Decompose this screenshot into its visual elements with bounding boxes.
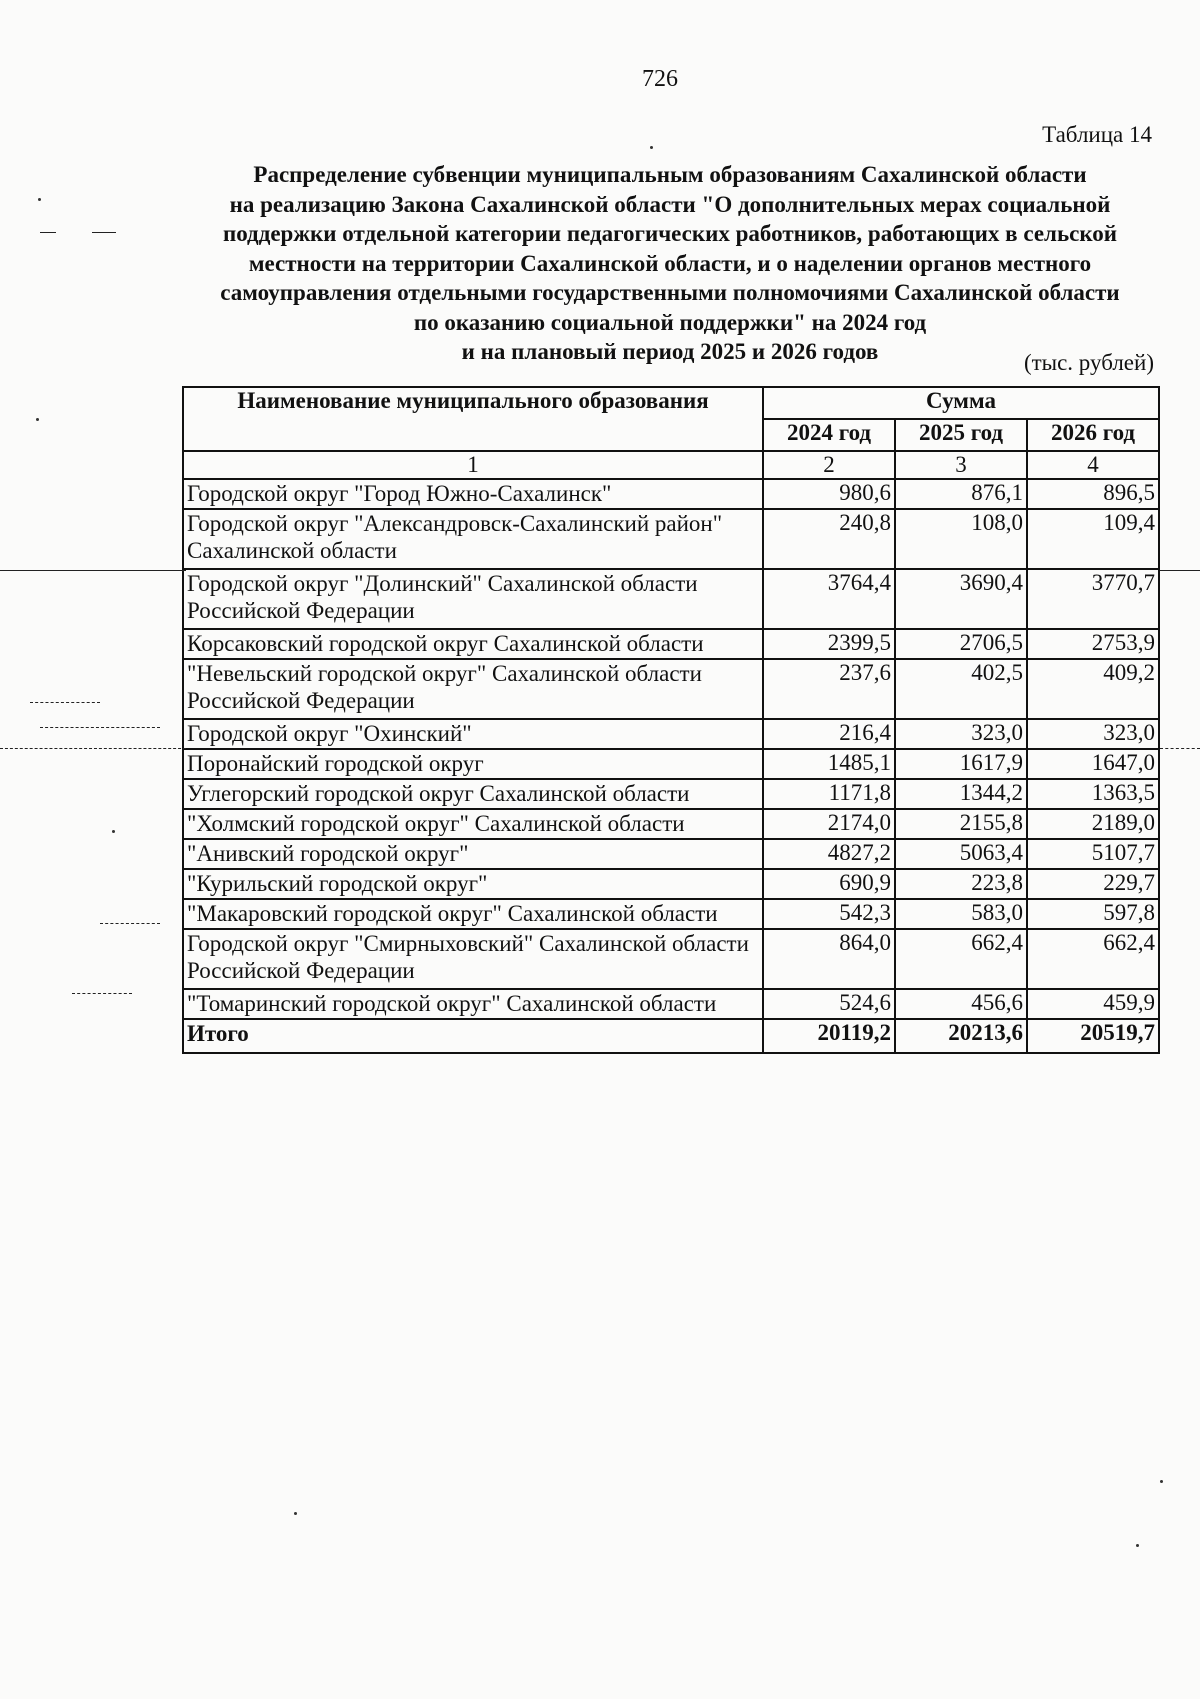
scan-artifact-line xyxy=(100,923,160,924)
units-label: (тыс. рублей) xyxy=(1023,350,1154,375)
table-row xyxy=(183,989,1159,1019)
municipality-name: Городской округ "Смирныховский" Сахалинской области Российской Федерации xyxy=(183,929,763,989)
value-2026: 1363,5 xyxy=(1027,779,1159,809)
header-sum: Сумма xyxy=(763,387,1159,419)
subvention-table xyxy=(182,386,1160,1054)
scan-artifact-line xyxy=(40,727,160,728)
value-2026: 5107,7 xyxy=(1027,839,1159,869)
municipality-name: "Холмский городской округ" Сахалинской области xyxy=(183,809,763,839)
value-2025: 5063,4 xyxy=(895,839,1027,869)
value-2026: 597,8 xyxy=(1027,899,1159,929)
municipality-name: "Курильский городской округ" xyxy=(183,869,763,899)
total-label: Итого xyxy=(183,1019,763,1053)
title-line: самоуправления отдельными государственными полномочиями Сахалинской области xyxy=(220,280,1120,305)
value-2024: 2399,5 xyxy=(763,629,895,659)
value-2026: 323,0 xyxy=(1027,719,1159,749)
scan-artifact-dot xyxy=(650,146,653,149)
value-2025: 1344,2 xyxy=(895,779,1027,809)
table-row xyxy=(183,749,1159,779)
scan-artifact-line xyxy=(92,232,116,233)
table-row xyxy=(183,779,1159,809)
value-2025: 108,0 xyxy=(895,509,1027,569)
total-row xyxy=(183,1019,1159,1053)
value-2024: 980,6 xyxy=(763,479,895,509)
value-2024: 3764,4 xyxy=(763,569,895,629)
scan-artifact-line xyxy=(72,993,132,994)
value-2025: 876,1 xyxy=(895,479,1027,509)
municipality-name: Поронайский городской округ xyxy=(183,749,763,779)
title-line: Распределение субвенции муниципальным образованиям Сахалинской области xyxy=(253,162,1087,187)
title-line: на реализацию Закона Сахалинской области "О дополнительных мерах социальной xyxy=(229,191,1111,217)
value-2026: 2189,0 xyxy=(1027,809,1159,839)
scan-artifact-dot xyxy=(1160,1480,1163,1483)
column-number: 1 xyxy=(183,451,763,479)
municipality-name: "Невельский городской округ" Сахалинской области Российской Федерации xyxy=(183,659,763,719)
municipality-name: Городской округ "Александровск-Сахалинский район" Сахалинской области xyxy=(183,509,763,569)
column-numbers-row xyxy=(183,451,1159,479)
value-2024: 864,0 xyxy=(763,929,895,989)
municipality-name: Углегорский городской округ Сахалинской области xyxy=(183,779,763,809)
municipality-name: Городской округ "Город Южно-Сахалинск" xyxy=(183,479,763,509)
scan-artifact-line xyxy=(1160,748,1200,749)
value-2026: 3770,7 xyxy=(1027,569,1159,629)
value-2025: 323,0 xyxy=(895,719,1027,749)
total-2026: 20519,7 xyxy=(1027,1019,1159,1053)
total-2024: 20119,2 xyxy=(763,1019,895,1053)
scan-artifact-line xyxy=(40,232,56,233)
value-2025: 223,8 xyxy=(895,869,1027,899)
value-2025: 2706,5 xyxy=(895,629,1027,659)
table-row xyxy=(183,809,1159,839)
table-row xyxy=(183,479,1159,509)
value-2026: 1647,0 xyxy=(1027,749,1159,779)
scan-artifact-line xyxy=(0,748,186,749)
value-2025: 662,4 xyxy=(895,929,1027,989)
value-2025: 2155,8 xyxy=(895,809,1027,839)
municipality-name: "Томаринский городской округ" Сахалинской области xyxy=(183,989,763,1019)
municipality-name: Городской округ "Охинский" xyxy=(183,719,763,749)
value-2024: 524,6 xyxy=(763,989,895,1019)
value-2024: 2174,0 xyxy=(763,809,895,839)
value-2024: 542,3 xyxy=(763,899,895,929)
table-row xyxy=(183,839,1159,869)
value-2024: 690,9 xyxy=(763,869,895,899)
table-row xyxy=(183,659,1159,719)
column-number: 4 xyxy=(1027,451,1159,479)
value-2026: 662,4 xyxy=(1027,929,1159,989)
scan-artifact-dot xyxy=(112,830,115,833)
value-2024: 4827,2 xyxy=(763,839,895,869)
table-row xyxy=(183,509,1159,569)
scan-artifact-dot xyxy=(36,418,39,421)
value-2026: 109,4 xyxy=(1027,509,1159,569)
value-2024: 240,8 xyxy=(763,509,895,569)
value-2025: 456,6 xyxy=(895,989,1027,1019)
title-line: и на плановый период 2025 и 2026 годов xyxy=(461,339,879,364)
municipality-name: "Макаровский городской округ" Сахалинской области xyxy=(183,899,763,929)
value-2025: 402,5 xyxy=(895,659,1027,719)
scan-artifact-dot xyxy=(38,198,41,201)
municipality-name: Корсаковский городской округ Сахалинской области xyxy=(183,629,763,659)
value-2024: 237,6 xyxy=(763,659,895,719)
scan-artifact-line xyxy=(30,702,100,703)
value-2024: 1485,1 xyxy=(763,749,895,779)
table-row xyxy=(183,719,1159,749)
page-number: 726 xyxy=(642,66,678,92)
table-row xyxy=(183,629,1159,659)
value-2025: 3690,4 xyxy=(895,569,1027,629)
document-title xyxy=(180,160,1160,367)
title-line: местности на территории Сахалинской области, и о наделении органов местного xyxy=(248,250,1092,276)
municipality-name: "Анивский городской округ" xyxy=(183,839,763,869)
scan-artifact-dot xyxy=(1136,1544,1139,1547)
value-2026: 229,7 xyxy=(1027,869,1159,899)
municipality-name: Городской округ "Долинский" Сахалинской области Российской Федерации xyxy=(183,569,763,629)
column-number: 2 xyxy=(763,451,895,479)
value-2024: 1171,8 xyxy=(763,779,895,809)
header-year-2024: 2024 год xyxy=(763,419,895,451)
value-2025: 1617,9 xyxy=(895,749,1027,779)
value-2024: 216,4 xyxy=(763,719,895,749)
value-2025: 583,0 xyxy=(895,899,1027,929)
value-2026: 2753,9 xyxy=(1027,629,1159,659)
header-year-2025: 2025 год xyxy=(895,419,1027,451)
table-row xyxy=(183,569,1159,629)
value-2026: 896,5 xyxy=(1027,479,1159,509)
table-row xyxy=(183,899,1159,929)
scan-artifact-line xyxy=(1160,570,1200,571)
title-line: по оказанию социальной поддержки" на 2024 год xyxy=(413,309,927,335)
value-2026: 459,9 xyxy=(1027,989,1159,1019)
header-name: Наименование муниципального образования xyxy=(183,387,763,451)
scan-artifact-dot xyxy=(294,1512,297,1515)
column-number: 3 xyxy=(895,451,1027,479)
total-2025: 20213,6 xyxy=(895,1019,1027,1053)
table-label: Таблица 14 xyxy=(1042,122,1152,147)
title-line: поддержки отдельной категории педагогических работников, работающих в сельской xyxy=(222,221,1118,246)
value-2026: 409,2 xyxy=(1027,659,1159,719)
scan-artifact-line xyxy=(0,570,186,571)
table-row xyxy=(183,929,1159,989)
header-year-2026: 2026 год xyxy=(1027,419,1159,451)
table-row xyxy=(183,869,1159,899)
